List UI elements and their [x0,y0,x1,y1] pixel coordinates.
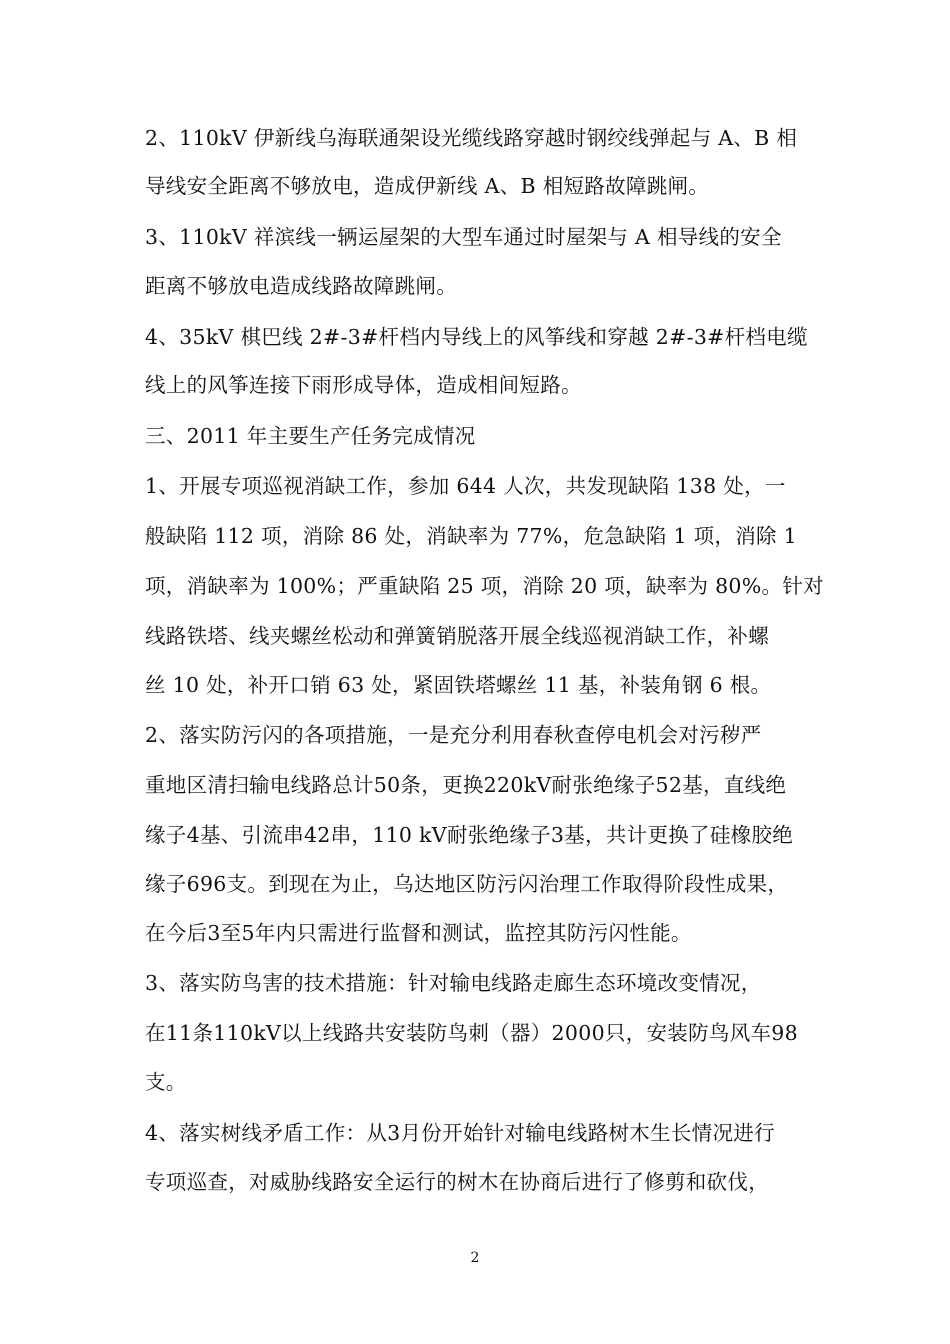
page-number: 2 [470,1250,480,1266]
text-line: 般缺陷 112 项，消除 86 处，消缺率为 77%，危急缺陷 1 项，消除 1 [145,524,797,548]
text-line: 2、110kV 伊新线乌海联通架设光缆线路穿越时钢绞线弹起与 A、B 相 [145,126,798,150]
text-line: 4、落实树线矛盾工作：从3月份开始针对输电线路树木生长情况进行 [145,1121,775,1145]
text-line: 2、落实防污闪的各项措施，一是充分利用春秋查停电机会对污秽严 [145,723,762,747]
text-line: 项，消缺率为 100%；严重缺陷 25 项，消除 20 项，缺率为 80%。针对 [145,574,824,598]
text-line: 导线安全距离不够放电，造成伊新线 A、B 相短路故障跳闸。 [145,174,710,198]
text-line: 在11条110kV以上线路共安装防鸟刺（器）2000只，安装防鸟风车98 [145,1021,798,1045]
text-line: 3、落实防鸟害的技术措施：针对输电线路走廊生态环境改变情况， [145,971,762,995]
text-line: 距离不够放电造成线路故障跳闸。 [145,274,457,298]
text-line: 专项巡查，对威胁线路安全运行的树木在协商后进行了修剪和砍伐， [145,1170,769,1194]
text-line: 丝 10 处，补开口销 63 处，紧固铁塔螺丝 11 基，补装角钢 6 根。 [145,673,772,697]
text-line: 4、35kV 棋巴线 2#-3#杆档内导线上的风筝线和穿越 2#-3#杆档电缆 [145,325,808,349]
text-line: 缘子696支。到现在为止，乌达地区防污闪治理工作取得阶段性成果， [145,872,789,896]
text-line: 缘子4基、引流串42串，110 kV耐张绝缘子3基，共计更换了硅橡胶绝 [145,823,794,847]
text-line: 1、开展专项巡视消缺工作，参加 644 人次，共发现缺陷 138 处，一 [145,474,786,498]
text-line: 重地区清扫输电线路总计50条，更换220kV耐张绝缘子52基，直线绝 [145,773,787,797]
text-line: 线路铁塔、线夹螺丝松动和弹簧销脱落开展全线巡视消缺工作，补螺 [145,624,769,648]
text-line: 3、110kV 祥滨线一辆运屋架的大型车通过时屋架与 A 相导线的安全 [145,225,782,249]
text-line: 在今后3至5年内只需进行监督和测试，监控其防污闪性能。 [145,921,692,945]
text-line: 支。 [145,1070,187,1094]
section-heading: 三、2011 年主要生产任务完成情况 [145,424,476,448]
text-line: 线上的风筝连接下雨形成导体，造成相间短路。 [145,373,582,397]
